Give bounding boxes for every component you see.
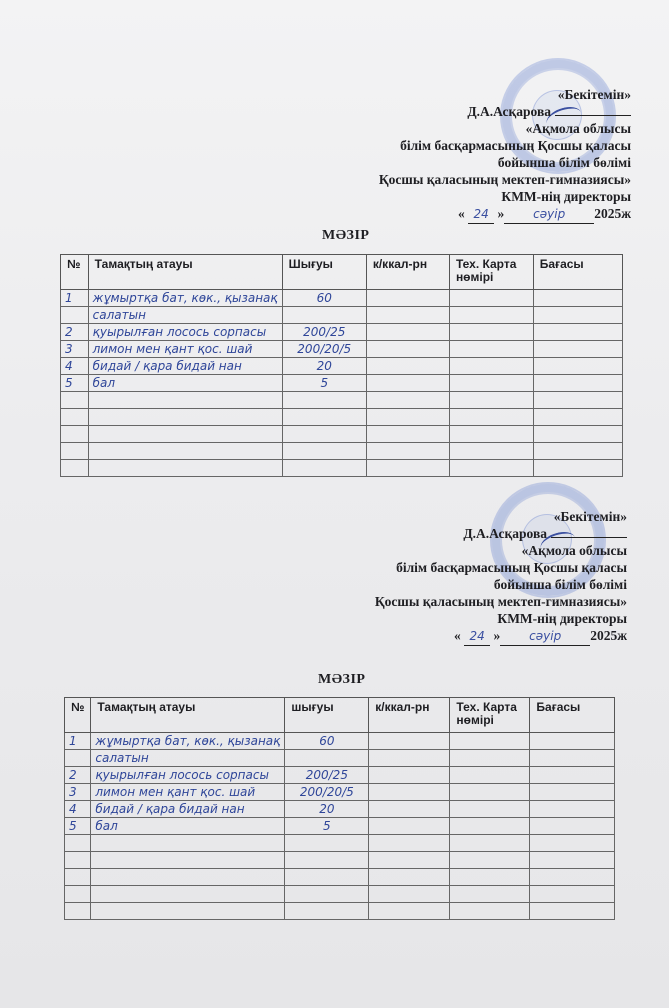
table-row [61,358,623,375]
table-cell [449,392,533,409]
cell-dish-name: бал [88,375,282,392]
table-cell [366,358,449,375]
cell-no: 4 [61,358,89,375]
org-line-2: білім басқармасының Қосшы қаласы [400,138,631,153]
approval-date: « 24 » сәуір 2025ж [375,627,627,646]
table-cell [450,767,530,784]
table-cell [533,375,622,392]
date-month: сәуір [504,206,594,224]
cell-output: 20 [282,358,366,375]
table-row [65,903,615,920]
table-row [61,392,623,409]
table-row [61,460,623,477]
table-cell [530,886,615,903]
table-cell [65,869,91,886]
table-cell [91,869,285,886]
table-cell [533,443,622,460]
table-row [65,784,615,801]
table-cell [369,750,450,767]
table-row [65,750,615,767]
table-cell [530,801,615,818]
table-cell [366,392,449,409]
table-cell [88,409,282,426]
cell-dish-name: лимон мен қант қос. шай [91,784,285,801]
col-header-output: Шығуы [282,255,366,290]
table-cell [366,443,449,460]
cell-dish-name: қуырылған лосось сорпасы [88,324,282,341]
approver-name: Д.А.Асқарова [467,104,551,119]
table-cell [366,426,449,443]
cell-no: 2 [61,324,89,341]
cell-no: 4 [65,801,91,818]
org-line-2: білім басқармасының Қосшы қаласы [396,560,627,575]
cell-output [285,750,369,767]
table-cell [533,392,622,409]
table-cell [285,852,369,869]
org-line-4: Қосшы қаласының мектеп-гимназиясы» [378,172,631,187]
table-row [65,818,615,835]
cell-no: 2 [65,767,91,784]
table-cell [369,733,450,750]
cell-dish-name: жұмыртқа бат, көк., қызанақ [88,290,282,307]
table-cell [285,869,369,886]
col-header-techcard: Тех. Карта нөмірі [450,698,530,733]
table-cell [369,801,450,818]
table-cell [530,750,615,767]
table-cell [449,290,533,307]
table-cell [366,409,449,426]
table-cell [449,307,533,324]
cell-output [282,307,366,324]
table-header-row [61,255,623,290]
table-cell [530,733,615,750]
table-cell [282,426,366,443]
col-header-price: Бағасы [530,698,615,733]
table-cell [449,460,533,477]
cell-output: 60 [282,290,366,307]
date-year: 2025ж [594,206,631,221]
signature-line [555,103,631,116]
table-cell [88,443,282,460]
table-body [65,733,615,920]
cell-dish-name: бал [91,818,285,835]
cell-dish-name: жұмыртқа бат, көк., қызанақ [91,733,285,750]
table-cell [533,324,622,341]
col-header-output: шығуы [285,698,369,733]
cell-output: 20 [285,801,369,818]
table-cell [65,886,91,903]
table-row [61,324,623,341]
cell-output: 200/25 [282,324,366,341]
table-cell [65,852,91,869]
table-cell [449,426,533,443]
table-cell [366,307,449,324]
date-year: 2025ж [590,628,627,643]
table-cell [91,886,285,903]
table-cell [449,324,533,341]
cell-dish-name: салатын [88,307,282,324]
table-row [61,375,623,392]
table-cell [450,801,530,818]
cell-dish-name: қуырылған лосось сорпасы [91,767,285,784]
date-month: сәуір [500,628,590,646]
table-cell [88,426,282,443]
approval-header [375,508,627,646]
table-cell [65,903,91,920]
org-line-1: «Ақмола облысы [525,121,631,136]
cell-no [61,307,89,324]
org-line-1: «Ақмола облысы [521,543,627,558]
table-cell [530,818,615,835]
cell-no: 5 [65,818,91,835]
table-cell [450,818,530,835]
table-cell [65,835,91,852]
table-cell [366,460,449,477]
cell-output: 200/20/5 [282,341,366,358]
table-row [61,426,623,443]
table-cell [530,835,615,852]
table-row [65,886,615,903]
col-header-kcal: к/ккал-рн [369,698,450,733]
table-cell [450,750,530,767]
signature-line [551,525,627,538]
approval-date: « 24 » сәуір 2025ж [379,205,631,224]
cell-output: 5 [282,375,366,392]
menu-table [64,697,615,920]
org-line-3: бойынша білім бөлімі [493,577,627,592]
table-row [61,307,623,324]
cell-output: 200/25 [285,767,369,784]
table-cell [450,784,530,801]
table-cell [450,835,530,852]
table-cell [61,426,89,443]
org-line-5: КММ-нің директоры [501,189,631,204]
table-row [61,290,623,307]
table-cell [61,409,89,426]
table-cell [369,869,450,886]
table-cell [450,869,530,886]
menu-title: МӘЗІР [322,228,370,243]
col-header-techcard: Тех. Карта нөмірі [449,255,533,290]
org-line-3: бойынша білім бөлімі [497,155,631,170]
cell-dish-name: лимон мен қант қос. шай [88,341,282,358]
cell-dish-name: бидай / қара бидай нан [88,358,282,375]
table-cell [285,835,369,852]
table-cell [369,852,450,869]
table-cell [533,341,622,358]
cell-output: 5 [285,818,369,835]
table-cell [91,835,285,852]
col-header-no: № [65,698,91,733]
table-header-row [65,698,615,733]
cell-no: 1 [61,290,89,307]
table-row [65,835,615,852]
table-cell [282,392,366,409]
table-cell [533,307,622,324]
table-cell [61,392,89,409]
date-day: 24 [468,206,494,224]
table-cell [91,852,285,869]
table-cell [285,886,369,903]
table-cell [449,341,533,358]
table-cell [369,835,450,852]
table-cell [450,903,530,920]
col-header-name: Тамақтың атауы [91,698,285,733]
col-header-kcal: к/ккал-рн [366,255,449,290]
table-cell [530,852,615,869]
table-cell [369,818,450,835]
cell-no: 3 [65,784,91,801]
table-cell [91,903,285,920]
approve-label: «Бекітемін» [553,509,627,524]
approver-name: Д.А.Асқарова [463,526,547,541]
cell-dish-name: салатын [91,750,285,767]
table-cell [533,426,622,443]
table-cell [530,903,615,920]
table-cell [533,460,622,477]
menu-table [60,254,623,477]
table-row [65,852,615,869]
table-cell [530,784,615,801]
date-day: 24 [464,628,490,646]
table-cell [449,409,533,426]
table-cell [369,784,450,801]
cell-output: 60 [285,733,369,750]
table-row [65,869,615,886]
table-row [65,733,615,750]
table-cell [450,733,530,750]
cell-no: 3 [61,341,89,358]
table-cell [533,290,622,307]
approve-label: «Бекітемін» [557,87,631,102]
table-cell [282,460,366,477]
table-row [65,801,615,818]
col-header-price: Бағасы [533,255,622,290]
cell-dish-name: бидай / қара бидай нан [91,801,285,818]
table-cell [369,886,450,903]
table-row [65,767,615,784]
cell-no: 5 [61,375,89,392]
table-cell [533,358,622,375]
cell-output: 200/20/5 [285,784,369,801]
table-cell [530,869,615,886]
table-cell [369,903,450,920]
table-cell [530,767,615,784]
col-header-no: № [61,255,89,290]
table-cell [449,443,533,460]
table-cell [366,290,449,307]
table-cell [449,358,533,375]
table-cell [88,460,282,477]
menu-title: МӘЗІР [318,672,366,687]
table-body [61,290,623,477]
cell-no: 1 [65,733,91,750]
table-cell [450,886,530,903]
table-cell [369,767,450,784]
col-header-name: Тамақтың атауы [88,255,282,290]
table-cell [449,375,533,392]
org-line-5: КММ-нің директоры [497,611,627,626]
table-cell [450,852,530,869]
table-cell [88,392,282,409]
table-cell [366,324,449,341]
table-cell [366,375,449,392]
table-row [61,409,623,426]
table-cell [61,460,89,477]
table-row [61,443,623,460]
cell-no [65,750,91,767]
table-row [61,341,623,358]
table-cell [282,443,366,460]
table-cell [285,903,369,920]
table-cell [61,443,89,460]
table-cell [533,409,622,426]
table-cell [366,341,449,358]
table-cell [282,409,366,426]
approval-header [379,86,631,224]
org-line-4: Қосшы қаласының мектеп-гимназиясы» [374,594,627,609]
